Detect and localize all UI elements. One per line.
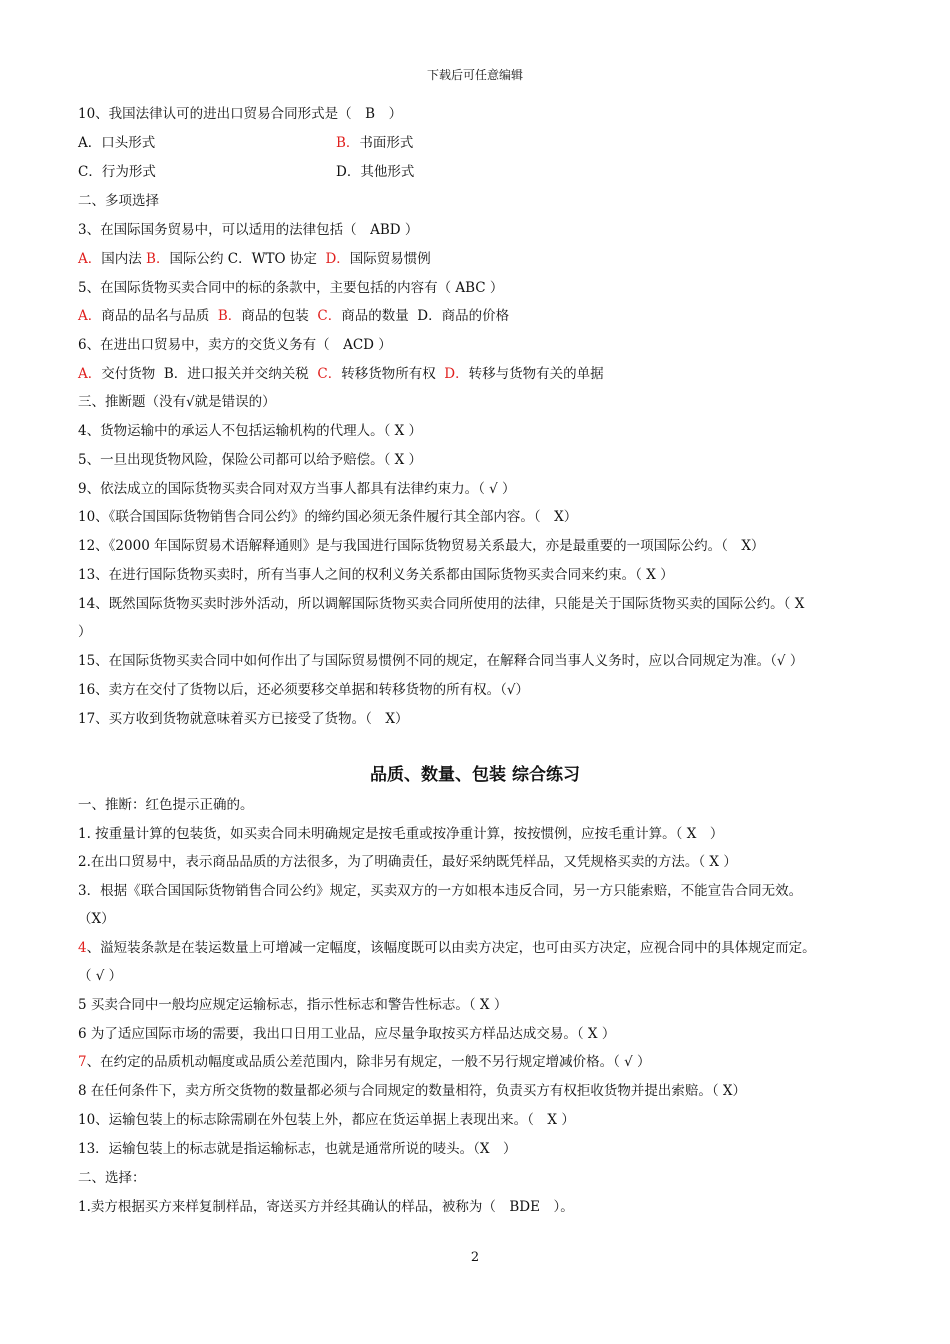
practice-3: 3．根据《联合国国际货物销售合同公约》规定，买卖双方的一方如根本违反合同，另一方只能索赔，不能宣告合同无效。 <box>78 883 803 899</box>
m6-option-a-text: 交付货物 <box>101 366 156 382</box>
page-number: 2 <box>470 1250 480 1265</box>
practice-5: 5 买卖合同中一般均应规定运输标志，指示性标志和警告性标志。（ X ） <box>78 997 508 1013</box>
m6-option-d-text: 转移与货物有关的单据 <box>468 366 604 382</box>
practice-7-text: 、在约定的品质机动幅度或品质公差范围内，除非另有规定，一般不另行规定增减价格。（ √ ） <box>86 1054 651 1070</box>
m5-options <box>78 304 878 324</box>
multi-question-3: 3、在国际国务贸易中，可以适用的法律包括（ ABD ） <box>78 222 419 238</box>
judgment-9: 9、依法成立的国际货物买卖合同对双方当事人都具有法律约束力。（ √ ） <box>78 481 516 497</box>
q10-option-b-letter: B． <box>336 135 360 151</box>
q10-options-row2 <box>78 160 878 180</box>
practice-10: 10、运输包装上的标志除需刷在外包装上外，都应在货运单据上表现出来。（ X ） <box>78 1112 575 1128</box>
m6-option-c-text: 转移货物所有权 <box>341 366 436 382</box>
m5-option-b-letter: B． <box>217 308 242 324</box>
practice-8: 8 在任何条件下，卖方所交货物的数量都必须与合同规定的数量相符，负责买方有权拒收货物并提出索赔。（ X） <box>78 1083 747 1099</box>
m3-option-d-letter: D． <box>325 251 350 267</box>
judgment-4: 4、货物运输中的承运人不包括运输机构的代理人。（ X ） <box>78 423 423 439</box>
judgment-14-cont: ） <box>78 624 92 640</box>
practice-3-cont: （X） <box>78 911 115 927</box>
judgment-5: 5、一旦出现货物风险，保险公司都可以给予赔偿。（ X ） <box>78 452 423 468</box>
practice-6: 6 为了适应国际市场的需要，我出口日用工业品，应尽量争取按买方样品达成交易。（ X ） <box>78 1026 616 1042</box>
judgment-13: 13、在进行国际货物买卖时，所有当事人之间的权利义务关系都由国际货物买卖合同来约束。（ X ） <box>78 567 674 583</box>
m3-option-a-text: 国内法 <box>101 251 142 267</box>
m5-option-a-text: 商品的品名与品质 <box>101 308 210 324</box>
practice-4-number: 4 <box>78 940 87 956</box>
judgment-14: 14、既然国际货物买卖时涉外活动，所以调解国际货物买卖合同所使用的法律，只能是关于国际货物买卖的国际公约。（ X <box>78 596 805 612</box>
judgment-12: 12、《2000 年国际贸易术语解释通则》是与我国进行国际货物贸易关系最大，亦是最重要的一项国际公约。（ X） <box>78 538 765 554</box>
m5-option-b-text: 商品的包装 <box>241 308 309 324</box>
practice-7 <box>78 1050 878 1070</box>
section-judgment: 三、推断题（没有√就是错误的） <box>78 394 276 410</box>
practice-1: 1. 按重量计算的包装货，如买卖合同未明确规定是按毛重或按净重计算，按按惯例，应按毛重计算。（ X ） <box>78 826 724 842</box>
choice-1: 1.卖方根据买方来样复制样品，寄送买方并经其确认的样品，被称为（ BDE ）。 <box>78 1199 574 1215</box>
q10-option-c: C．行为形式 <box>78 164 156 180</box>
m3-option-d-text: 国际贸易惯例 <box>349 251 431 267</box>
m6-option-d-letter: D． <box>444 366 469 382</box>
m6-option-c-letter: C． <box>317 366 342 382</box>
practice-4 <box>78 936 878 956</box>
page-header: 下载后可任意编辑 <box>426 68 523 82</box>
multi-question-6: 6、在进出口贸易中，卖方的交货义务有（ ACD ） <box>78 337 392 353</box>
q10-options-row1 <box>78 131 878 151</box>
m6-option-a-letter: A． <box>78 366 102 382</box>
judgment-10: 10、《联合国国际货物销售合同公约》的缔约国必须无条件履行其全部内容。（ X） <box>78 509 578 525</box>
m3-option-b-text: 国际公约 <box>169 251 224 267</box>
m6-options <box>78 362 878 382</box>
question-10: 10、我国法律认可的进出口贸易合同形式是（ B ） <box>78 106 403 122</box>
part-2-heading: 二、选择： <box>78 1170 146 1186</box>
practice-4-text: 、溢短装条款是在装运数量上可增减一定幅度，该幅度既可以由卖方决定，也可由买方决定，应视合同中的具体规定而定。 <box>86 940 816 956</box>
practice-2: 2.在出口贸易中，表示商品品质的方法很多，为了明确责任，最好采纳既凭样品，又凭规格买卖的方法。（ X ） <box>78 854 737 870</box>
m3-option-c: C．WTO 协定 <box>227 251 317 267</box>
judgment-15: 15、在国际货物买卖合同中如何作出了与国际贸易惯例不同的规定，在解释合同当事人义务时，应以合同规定为准。（√ ） <box>78 653 804 669</box>
multi-question-5: 5、在国际货物买卖合同中的标的条款中，主要包括的内容有（ ABC ） <box>78 280 504 296</box>
q10-option-b-text: 书面形式 <box>359 135 414 151</box>
practice-7-number: 7 <box>78 1054 87 1070</box>
m5-option-c-letter: C． <box>317 308 342 324</box>
m3-option-a-letter: A． <box>78 251 102 267</box>
judgment-16: 16、卖方在交付了货物以后，还必须要移交单据和转移货物的所有权。（√） <box>78 682 530 698</box>
q10-option-b <box>336 131 413 151</box>
m3-options <box>78 247 878 267</box>
practice-4-cont: （ √ ） <box>78 968 123 984</box>
part-1-heading: 一、推断：红色提示正确的。 <box>78 797 254 813</box>
section-title: 品质、数量、包装 综合练习 <box>370 765 580 785</box>
q10-option-d: D．其他形式 <box>336 164 415 180</box>
q10-option-a: A．口头形式 <box>78 135 156 151</box>
section-multiple-choice: 二、多项选择 <box>78 193 159 209</box>
practice-13: 13．运输包装上的标志就是指运输标志，也就是通常所说的唛头。（X ） <box>78 1141 517 1157</box>
m5-option-a-letter: A． <box>78 308 102 324</box>
m3-option-b-letter: B． <box>146 251 170 267</box>
m5-option-c-text: 商品的数量 <box>341 308 409 324</box>
m6-option-b: B．进口报关并交纳关税 <box>163 366 309 382</box>
m5-option-d: D．商品的价格 <box>417 308 510 324</box>
judgment-17: 17、买方收到货物就意味着买方已接受了货物。（ X） <box>78 711 409 727</box>
